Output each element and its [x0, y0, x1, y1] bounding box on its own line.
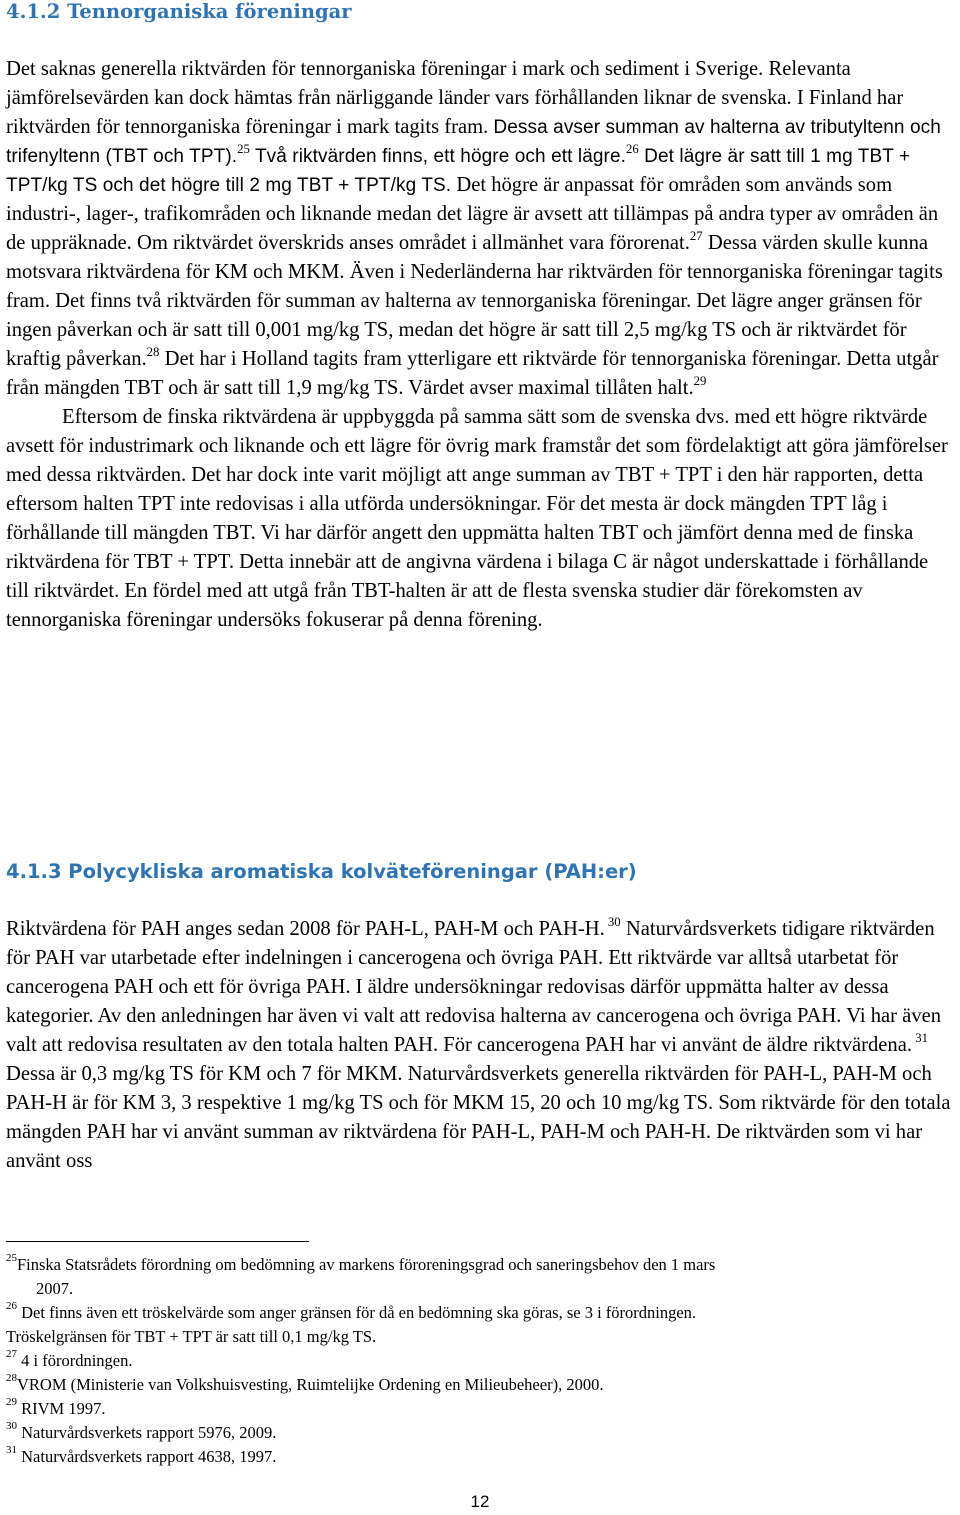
- footnote-27: [6, 1349, 952, 1373]
- footnote-ref-27[interactable]: 27: [689, 228, 703, 243]
- footnote-text: 2007.: [36, 1279, 74, 1298]
- paragraph-text: Naturvårdsverkets tidigare riktvärden för PAH var utarbetade efter indelningen i cancerogena och övriga PAH. Ett riktvärde var alltså utarbetat för cancerogena PAH och ett för övriga PAH. I äldre undersökningar redovisas därför uppmätta halter av dessa kategorier. Av den anledningen har även vi valt att redovisa halterna av cancerogena och övriga PAH. Vi har även valt att redovisa resultaten av den totala halten PAH. För cancerogena PAH har vi använt de äldre riktvärdena.: [6, 918, 942, 1056]
- footnote-number: 29: [6, 1396, 17, 1409]
- footnote-31: [6, 1445, 952, 1469]
- paragraph-text: Det saknas generella riktvärden för tennorganiska föreningar i mark och sediment i Sverige. Relevanta jämförelsevärden kan dock hämtas från närliggande länder vars förhållanden liknar de svenska. I Finland har riktvärden för tennorganiska föreningar i mark tagits fram.: [6, 58, 904, 138]
- footnote-number: 30: [6, 1420, 17, 1433]
- paragraph-text: Dessa är 0,3 mg/kg TS för KM och 7 för MKM. Naturvårdsverkets generella riktvärden för PAH-L, PAH-M och PAH-H är för KM 3, 3 respektive 1 mg/kg TS och för MKM 15, 20 och 10 mg/kg TS. Som riktvärde för den totala mängden PAH har vi använt summan av riktvärdena för PAH-L, PAH-M och PAH-H. De riktvärden som vi har använt oss: [6, 1063, 951, 1172]
- paragraph-tin-organics: [6, 55, 952, 635]
- footnote-ref-30[interactable]: 30: [604, 914, 621, 929]
- footnote-30: [6, 1421, 952, 1445]
- paragraph-text: Det högre är anpassat för områden som används som industri-, lager-, trafikområden och liknande medan det lägre är avsett att tillämpas på andra typer av områden än de uppräknade. Om riktvärdet överskrids anses området i allmänhet vara förorenat.: [6, 174, 939, 254]
- paragraph-text: Dessa värden skulle kunna motsvara riktvärdena för KM och MKM. Även i Nederländerna har riktvärden för tennorganiska föreningar tagits fram. Det finns två riktvärden för summan av halterna av tennorganiska föreningar. Det lägre anger gränsen för ingen påverkan och är satt till 0,001 mg/kg TS, medan det högre är satt till 2,5 mg/kg TS och är riktvärdet för kraftig påverkan.: [6, 232, 943, 370]
- footnote-number: 28: [6, 1372, 17, 1385]
- footnote-ref-26[interactable]: 26: [626, 141, 639, 156]
- footnote-29: [6, 1397, 952, 1421]
- footnote-text: Det finns även ett tröskelvärde som anger gränsen för då en bedömning ska göras, se 3 i förordningen.: [17, 1303, 697, 1322]
- footnote-text: Naturvårdsverkets rapport 4638, 1997.: [17, 1447, 277, 1466]
- footnote-number: 31: [6, 1444, 17, 1457]
- paragraph-text: Det har i Holland tagits fram ytterligare ett riktvärde för tennorganiska föreningar. Detta utgår från mängden TBT och är satt till 1,9 mg/kg TS. Värdet avser maximal tillåten halt.: [6, 348, 939, 399]
- section-heading-4-1-2: 4.1.2 Tennorganiska föreningar: [6, 0, 352, 23]
- footnote-26: [6, 1301, 952, 1349]
- footnote-text: 4 i förordningen.: [17, 1351, 133, 1370]
- paragraph-text: Det lägre är satt till 1 mg TBT + TPT/kg TS och det högre till 2 mg TBT + TPT/kg TS.: [6, 146, 911, 196]
- footnote-ref-31[interactable]: 31: [912, 1030, 928, 1045]
- footnote-text: VROM (Ministerie van Volkshuisvesting, Ruimtelijke Ordening en Milieubeheer), 2000.: [17, 1375, 604, 1394]
- footnote-ref-25[interactable]: 25: [237, 141, 250, 156]
- footnote-28: [6, 1373, 952, 1397]
- footnote-number: 27: [6, 1348, 17, 1361]
- paragraph-text: Två riktvärden finns, ett högre och ett lägre.: [249, 146, 627, 167]
- footnote-ref-29[interactable]: 29: [693, 373, 707, 388]
- paragraph-text: Riktvärdena för PAH anges sedan 2008 för PAH-L, PAH-M och PAH-H.: [6, 918, 605, 940]
- footnote-25: [6, 1253, 952, 1301]
- section-heading-4-1-3: 4.1.3 Polycykliska aromatiska kolväteföreningar (PAH:er): [6, 860, 637, 883]
- page-number: 12: [470, 1492, 490, 1511]
- footnote-separator: [6, 1241, 309, 1242]
- paragraph-finnish-comparison: Eftersom de finska riktvärdena är uppbyggda på samma sätt som de svenska dvs. med ett högre riktvärde avsett för industrimark och liknande och ett lägre för övrig mark framstår det som fördelaktigt att göra jämförelser med dessa riktvärden. Det har dock inte varit möjligt att ange summan av TBT + TPT i den här rapporten, detta eftersom halten TPT inte redovisas i alla utförda undersökningar. För det mesta är dock mängden TPT låg i förhållande till mängden TBT. Vi har därför angett den uppmätta halten TBT och jämfört denna med de finska riktvärdena för TBT + TPT. Detta innebär att de angivna värdena i bilaga C är något underskattade i förhållande till riktvärdet. En fördel med att utgå från TBT-halten är att de flesta svenska studier där förekomsten av tennorganiska föreningar undersöks fokuserar på denna förening.: [6, 406, 948, 631]
- footnote-number: 26: [6, 1300, 17, 1313]
- footnote-ref-28[interactable]: 28: [146, 344, 160, 359]
- footnote-text: Naturvårdsverkets rapport 5976, 2009.: [17, 1423, 277, 1442]
- footnotes: [6, 1253, 952, 1469]
- paragraph-pah: [6, 915, 952, 1176]
- footnote-text: RIVM 1997.: [17, 1399, 106, 1418]
- paragraph-text: Dessa avser summan av halterna av tributyltenn och trifenyltenn (TBT och TPT).: [6, 117, 941, 167]
- footnote-text: Tröskelgränsen för TBT + TPT är satt till 0,1 mg/kg TS.: [6, 1327, 377, 1346]
- footnote-number: 25: [6, 1252, 17, 1265]
- footnote-text: Finska Statsrådets förordning om bedömning av markens föroreningsgrad och saneringsbehov den 1 mars: [17, 1255, 716, 1274]
